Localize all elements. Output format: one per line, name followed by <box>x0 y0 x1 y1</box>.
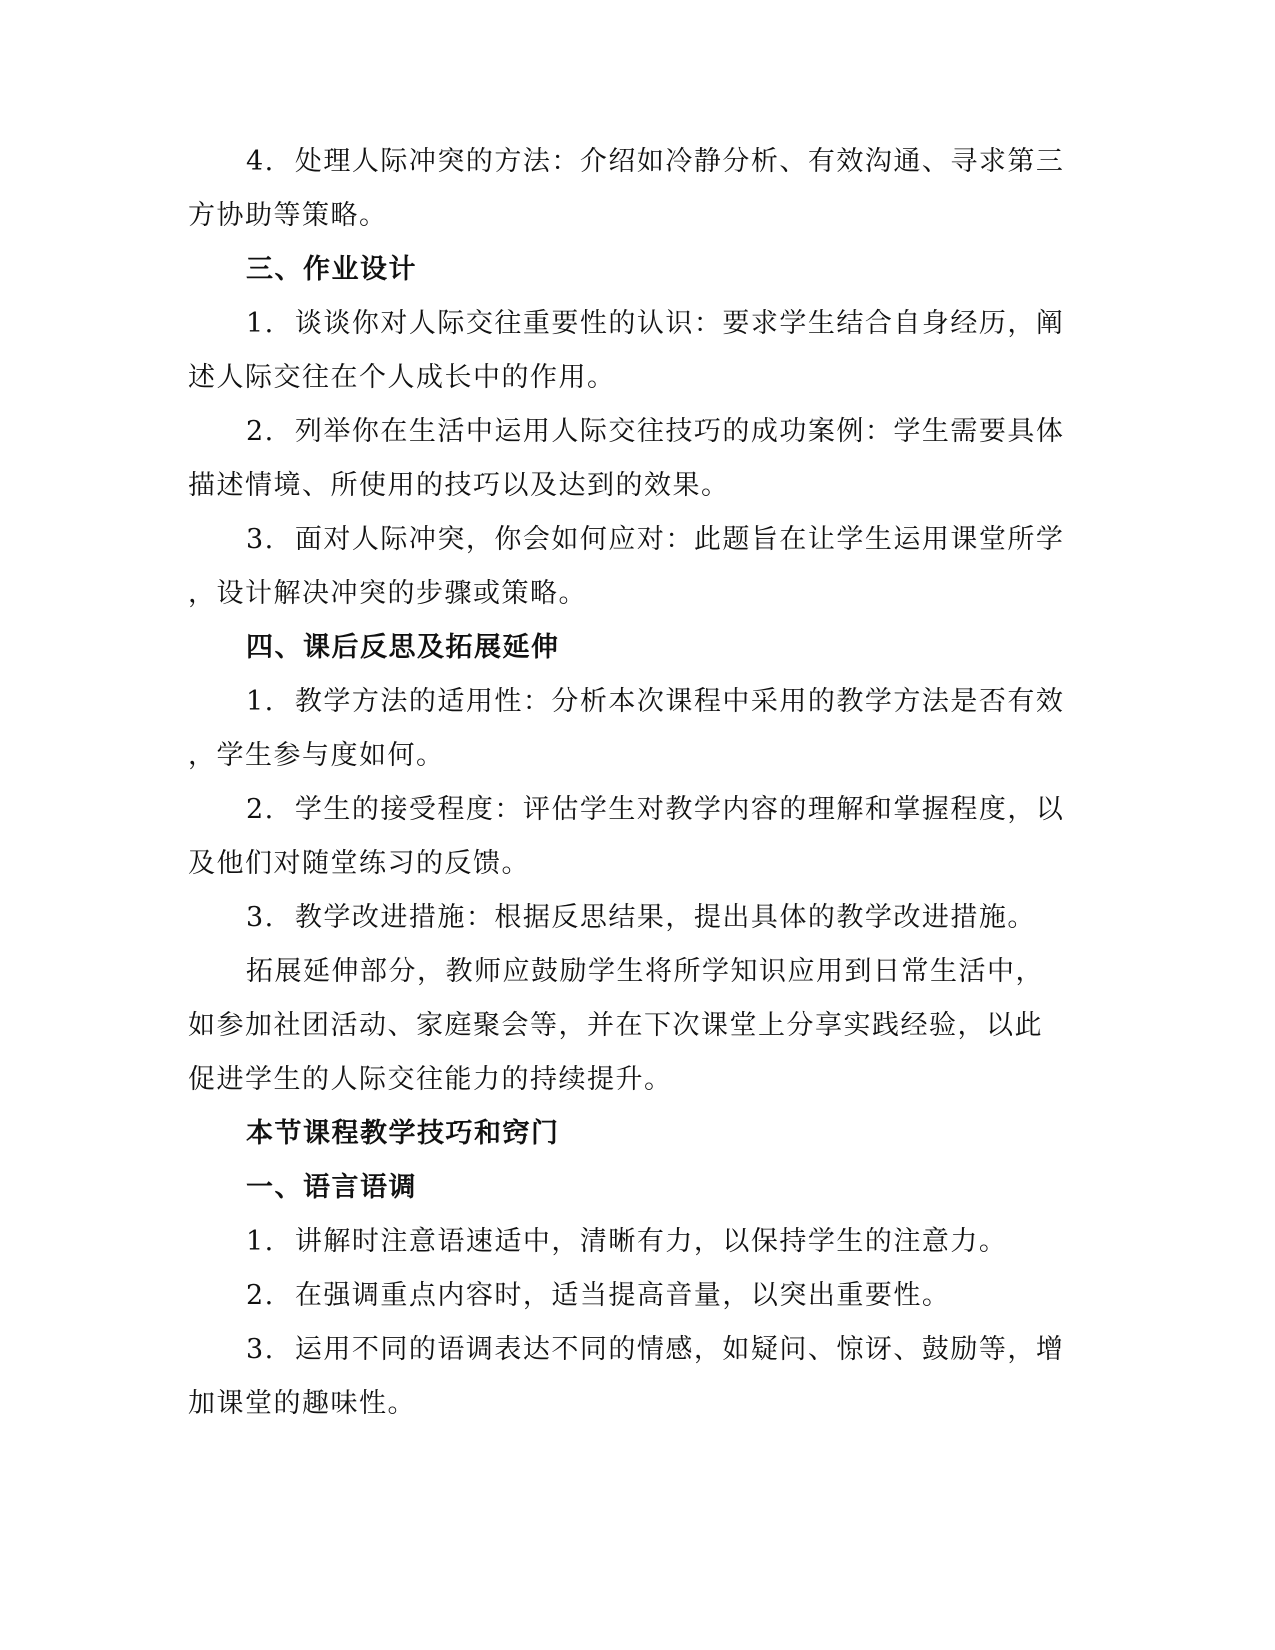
paragraph-line: 3. 运用不同的语调表达不同的情感，如疑问、惊讶、鼓励等，增 <box>246 1334 1065 1365</box>
paragraph-line: 1. 教学方法的适用性：分析本次课程中采用的教学方法是否有效 <box>246 686 1065 717</box>
paragraph-line: 如参加社团活动、家庭聚会等，并在下次课堂上分享实践经验，以此 <box>188 1010 1043 1041</box>
paragraph-line: 述人际交往在个人成长中的作用。 <box>188 362 616 393</box>
section-heading: 四、课后反思及拓展延伸 <box>246 632 560 663</box>
paragraph-line: 2. 列举你在生活中运用人际交往技巧的成功案例：学生需要具体 <box>246 416 1065 447</box>
section-title: 本节课程教学技巧和窍门 <box>246 1118 560 1149</box>
paragraph-line: 加课堂的趣味性。 <box>188 1388 416 1419</box>
section-heading: 三、作业设计 <box>246 254 417 285</box>
paragraph-line: 3. 教学改进措施：根据反思结果，提出具体的教学改进措施。 <box>246 902 1036 933</box>
paragraph-line: 描述情境、所使用的技巧以及达到的效果。 <box>188 470 730 501</box>
paragraph-line: 促进学生的人际交往能力的持续提升。 <box>188 1064 673 1095</box>
paragraph-line: 2. 在强调重点内容时，适当提高音量，以突出重要性。 <box>246 1280 951 1311</box>
paragraph-line: 3. 面对人际冲突，你会如何应对：此题旨在让学生运用课堂所学 <box>246 524 1065 555</box>
paragraph-line: 拓展延伸部分，教师应鼓励学生将所学知识应用到日常生活中， <box>246 956 1044 987</box>
paragraph-line: 2. 学生的接受程度：评估学生对教学内容的理解和掌握程度，以 <box>246 794 1065 825</box>
paragraph-line: 1. 讲解时注意语速适中，清晰有力，以保持学生的注意力。 <box>246 1226 1008 1257</box>
paragraph-line: 方协助等策略。 <box>188 200 388 231</box>
section-heading: 一、语言语调 <box>246 1172 417 1203</box>
paragraph-line: 1. 谈谈你对人际交往重要性的认识：要求学生结合自身经历，阐 <box>246 308 1065 339</box>
paragraph-line: ，学生参与度如何。 <box>188 740 445 771</box>
paragraph-line: 4. 处理人际冲突的方法：介绍如冷静分析、有效沟通、寻求第三 <box>246 146 1065 177</box>
paragraph-line: 及他们对随堂练习的反馈。 <box>188 848 530 879</box>
paragraph-line: ，设计解决冲突的步骤或策略。 <box>188 578 587 609</box>
